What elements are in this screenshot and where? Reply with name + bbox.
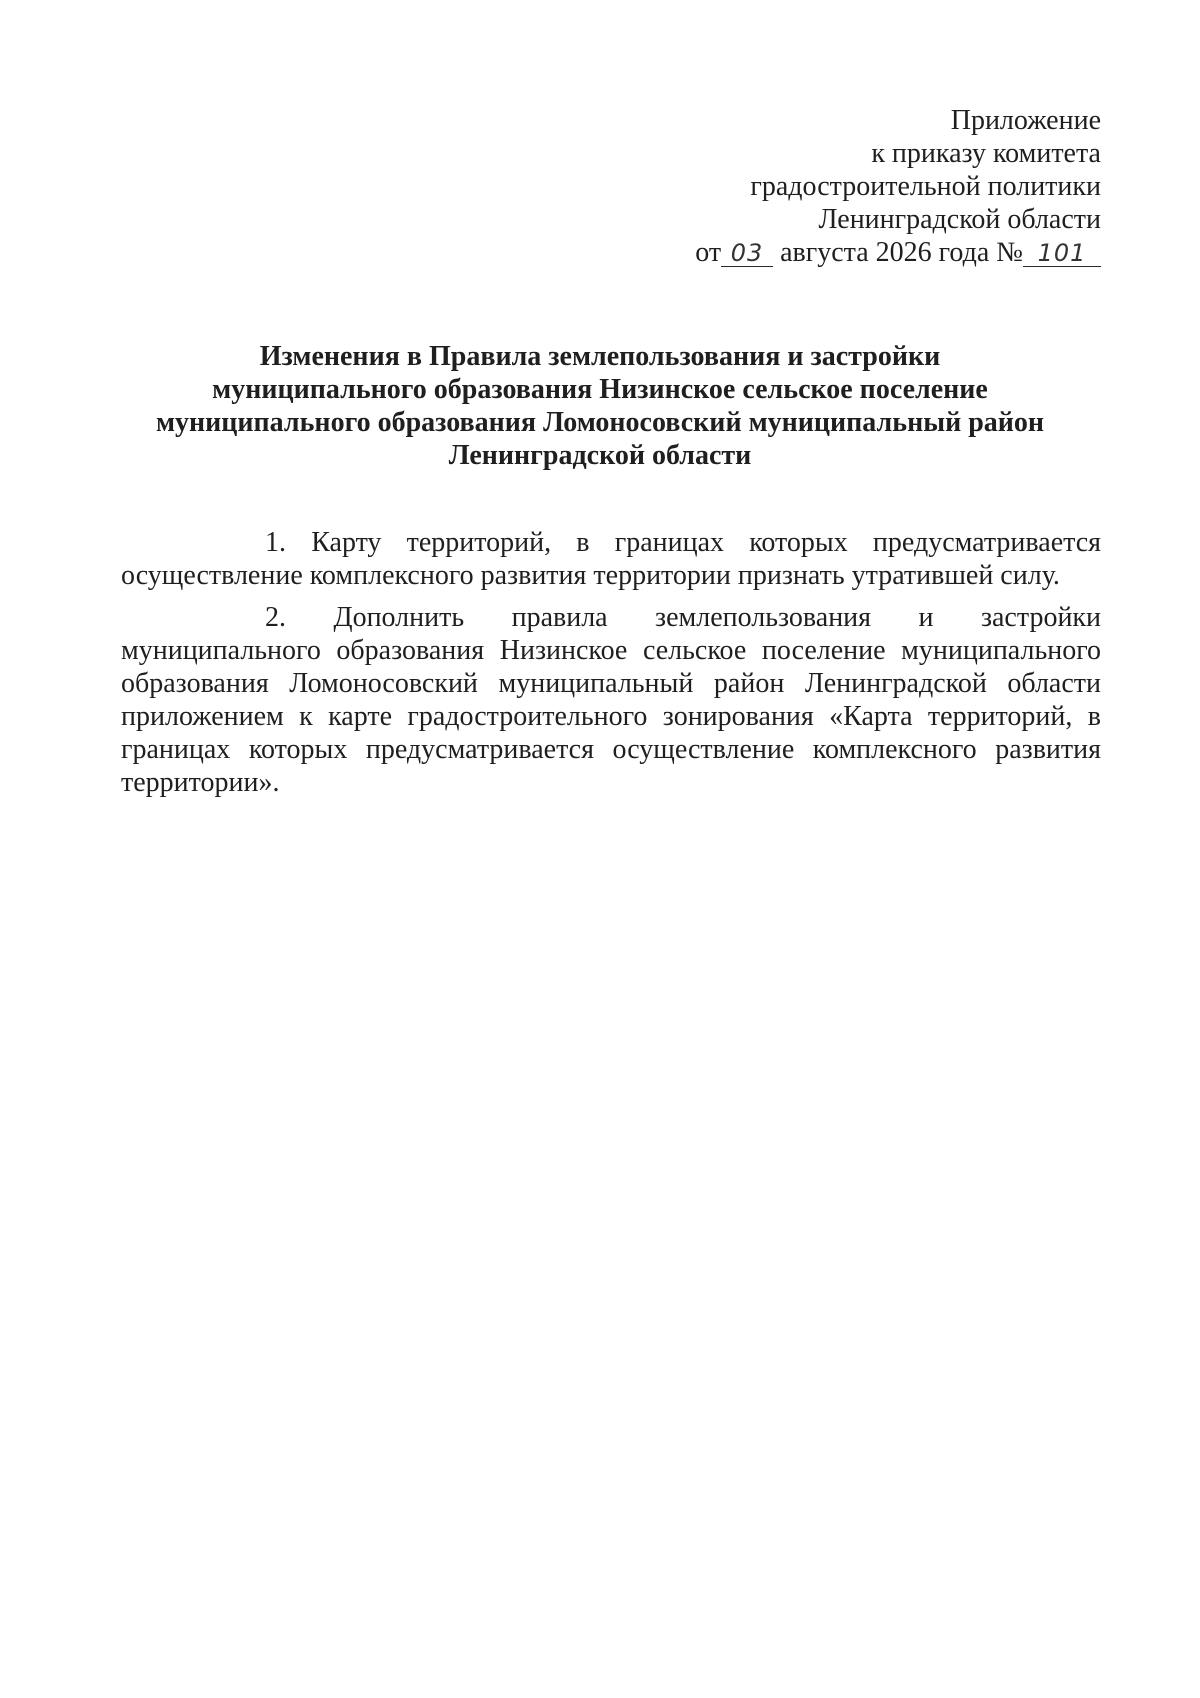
date-middle: августа 2026 года № xyxy=(780,237,1023,268)
title-line-3: муниципального образования Ломоносовский муниципальный район xyxy=(155,407,1045,438)
order-number-field xyxy=(1023,240,1101,267)
appendix-label: Приложение xyxy=(950,105,1101,136)
date-day-value: 03 xyxy=(730,239,764,267)
list-item xyxy=(121,601,1101,799)
date-prefix: от xyxy=(695,237,722,268)
order-number-value: 101 xyxy=(1037,239,1087,267)
document-body xyxy=(121,526,1101,808)
list-item xyxy=(121,526,1101,592)
appendix-header xyxy=(695,104,1101,269)
item-text: Карту территорий, в границах которых предусматривается осуществление комплексного развития территории признать утратившей силу. xyxy=(121,527,1102,591)
appendix-date-line xyxy=(695,236,1101,269)
item-number: 2. xyxy=(265,602,286,633)
date-day-field xyxy=(721,240,773,267)
item-number: 1. xyxy=(265,527,286,558)
item-text: Дополнить правила землепользования и застройки муниципального образования Низинское сельское поселение муниципального образования Ломоносовский муниципальный район Ленинградской области приложением к карте градостроительного зонирования «Карта территорий, в границах которых предусматривается осуществление комплексного развития территории». xyxy=(121,602,1102,798)
document-title xyxy=(120,340,1080,472)
appendix-committee: градостроительной политики xyxy=(750,171,1101,202)
title-line-4: Ленинградской области xyxy=(448,440,752,471)
appendix-order-ref: к приказу комитета xyxy=(871,138,1101,169)
title-line-2: муниципального образования Низинское сельское поселение xyxy=(212,374,988,405)
title-line-1: Изменения в Правила землепользования и застройки xyxy=(259,341,941,372)
appendix-region: Ленинградской области xyxy=(818,204,1101,235)
